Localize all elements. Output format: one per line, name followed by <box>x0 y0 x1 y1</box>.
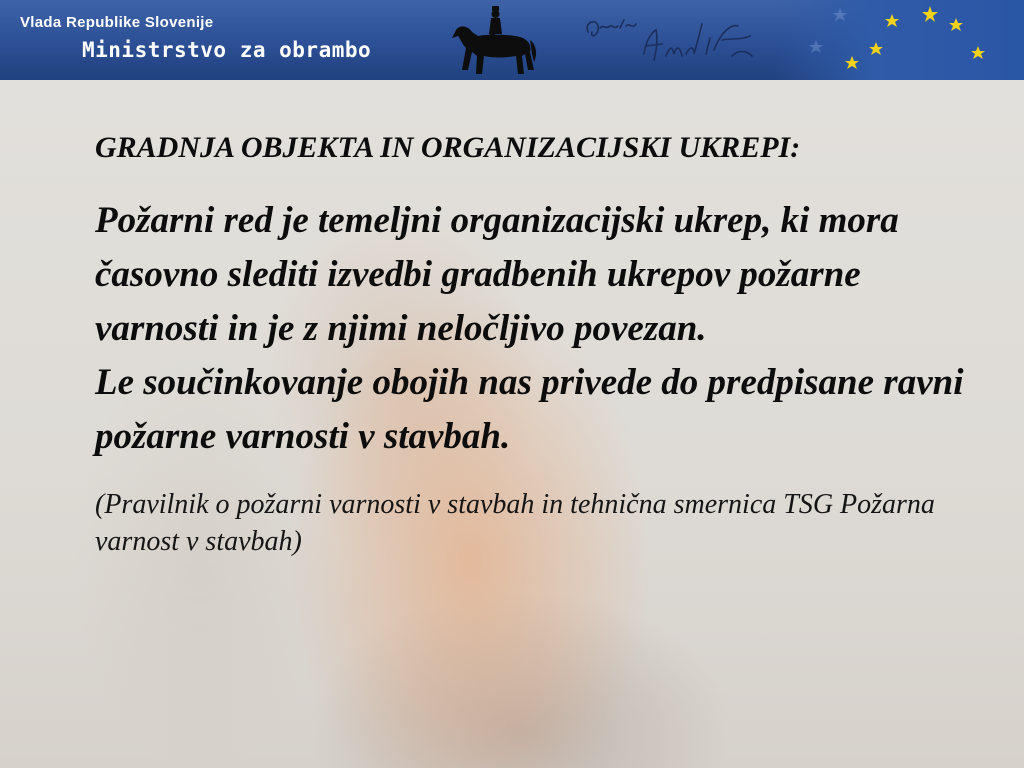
paragraph-2: Le součinkovanje obojih nas privede do predpisane ravni požarne varnosti v stavbah. <box>95 362 964 457</box>
citation: (Pravilnik o požarni varnosti v stavbah in tehnična smernica TSG Požarna varnost v stavbah) <box>95 489 935 557</box>
horse-rider-icon <box>448 4 540 78</box>
paragraph-1: Požarni red je temeljni organizacijski ukrep, ki mora časovno slediti izvedbi gradbenih ukrepov požarne varnosti in je z njimi neločljivo povezan. <box>95 200 899 349</box>
header-banner <box>0 0 1024 80</box>
signature-icon <box>582 10 772 70</box>
main-statement <box>95 194 975 464</box>
eu-stars-icon <box>780 0 1024 80</box>
government-name: Vlada Republike Slovenije <box>20 14 214 31</box>
ministry-name: Ministrstvo za obrambo <box>82 38 372 62</box>
slide-heading: GRADNJA OBJEKTA IN ORGANIZACIJSKI UKREPI: <box>95 131 801 164</box>
slide-content <box>95 128 975 560</box>
